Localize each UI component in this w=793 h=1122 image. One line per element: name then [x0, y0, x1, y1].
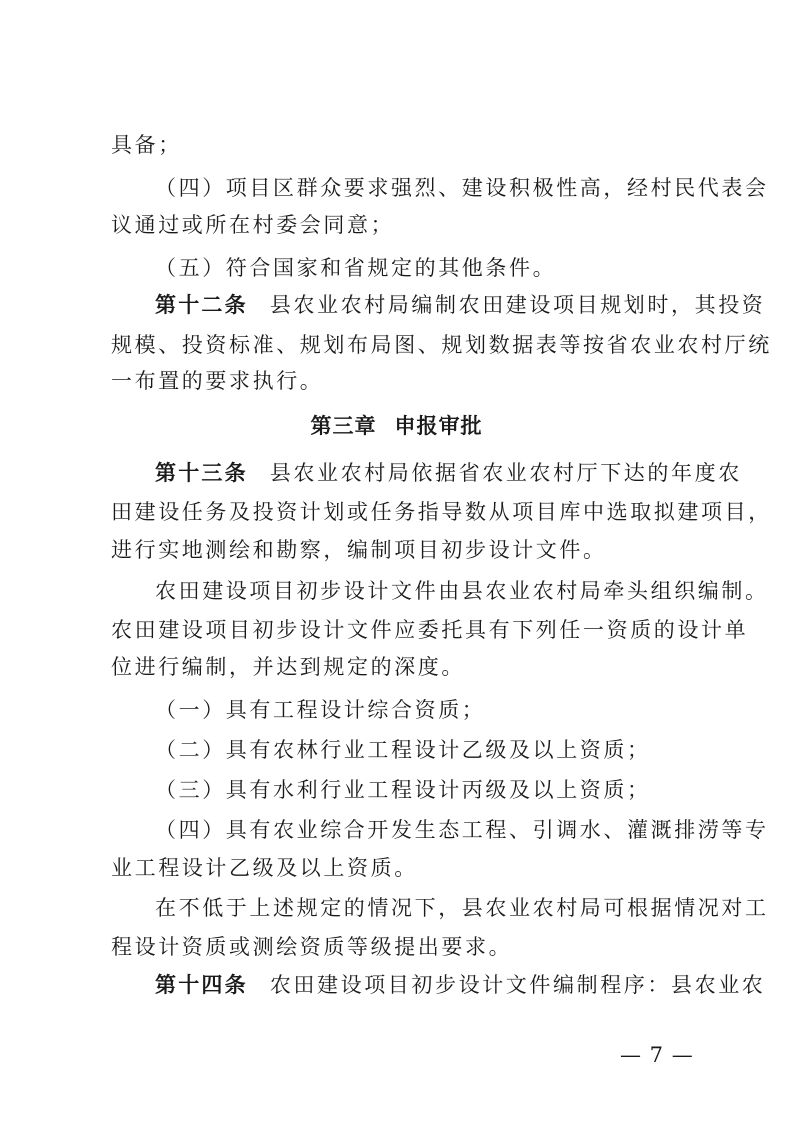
paragraph-line: 规模、投资标准、规划布局图、规划数据表等按省农业农村厅统	[111, 333, 772, 357]
article-label: 第十二条	[155, 293, 248, 317]
chapter-number: 第三章	[310, 414, 377, 438]
article-line	[155, 290, 793, 320]
paragraph-line: 具备；	[111, 133, 182, 157]
paragraph-line: 在不低于上述规定的情况下，县农业农村局可根据情况对工	[155, 896, 769, 920]
paragraph-line: 位进行编制，并达到规定的深度。	[111, 655, 465, 679]
paragraph-line: 议通过或所在村委会同意；	[111, 213, 395, 237]
article-text: 县农业农村局依据省农业农村厅下达的年度农	[269, 461, 742, 485]
chapter-heading	[0, 411, 793, 441]
paragraph-line: 一布置的要求执行。	[111, 369, 324, 393]
article-label: 第十三条	[155, 461, 248, 485]
article-text: 农田建设项目初步设计文件编制程序：县农业农	[269, 973, 766, 997]
article-text: 县农业农村局编制农田建设项目规划时，其投资	[269, 293, 766, 317]
list-item: （三）具有水利行业工程设计丙级及以上资质；	[155, 778, 651, 802]
paragraph-line: 业工程设计乙级及以上资质。	[111, 856, 418, 880]
article-line	[155, 458, 793, 488]
chapter-title: 申报审批	[394, 414, 483, 438]
list-item: （二）具有农林行业工程设计乙级及以上资质；	[155, 738, 651, 762]
list-item: （一）具有工程设计综合资质；	[155, 698, 486, 722]
paragraph-line: 农田建设项目初步设计文件应委托具有下列任一资质的设计单	[111, 618, 749, 642]
article-label: 第十四条	[155, 973, 248, 997]
list-item: （四）具有农业综合开发生态工程、引调水、灌溉排涝等专	[155, 818, 769, 842]
page-number: — 7 —	[620, 1043, 694, 1067]
paragraph-line: 程设计资质或测绘资质等级提出要求。	[111, 935, 513, 959]
article-line	[155, 970, 793, 1000]
paragraph-line: 农田建设项目初步设计文件由县农业农村局牵头组织编制。	[155, 579, 769, 603]
paragraph-line: （四）项目区群众要求强烈、建设积极性高，经村民代表会	[155, 176, 769, 200]
paragraph-line: （五）符合国家和省规定的其他条件。	[155, 256, 557, 280]
paragraph-line: 进行实地测绘和勘察，编制项目初步设计文件。	[111, 538, 607, 562]
paragraph-line: 田建设任务及投资计划或任务指导数从项目库中选取拟建项目，	[111, 500, 772, 524]
